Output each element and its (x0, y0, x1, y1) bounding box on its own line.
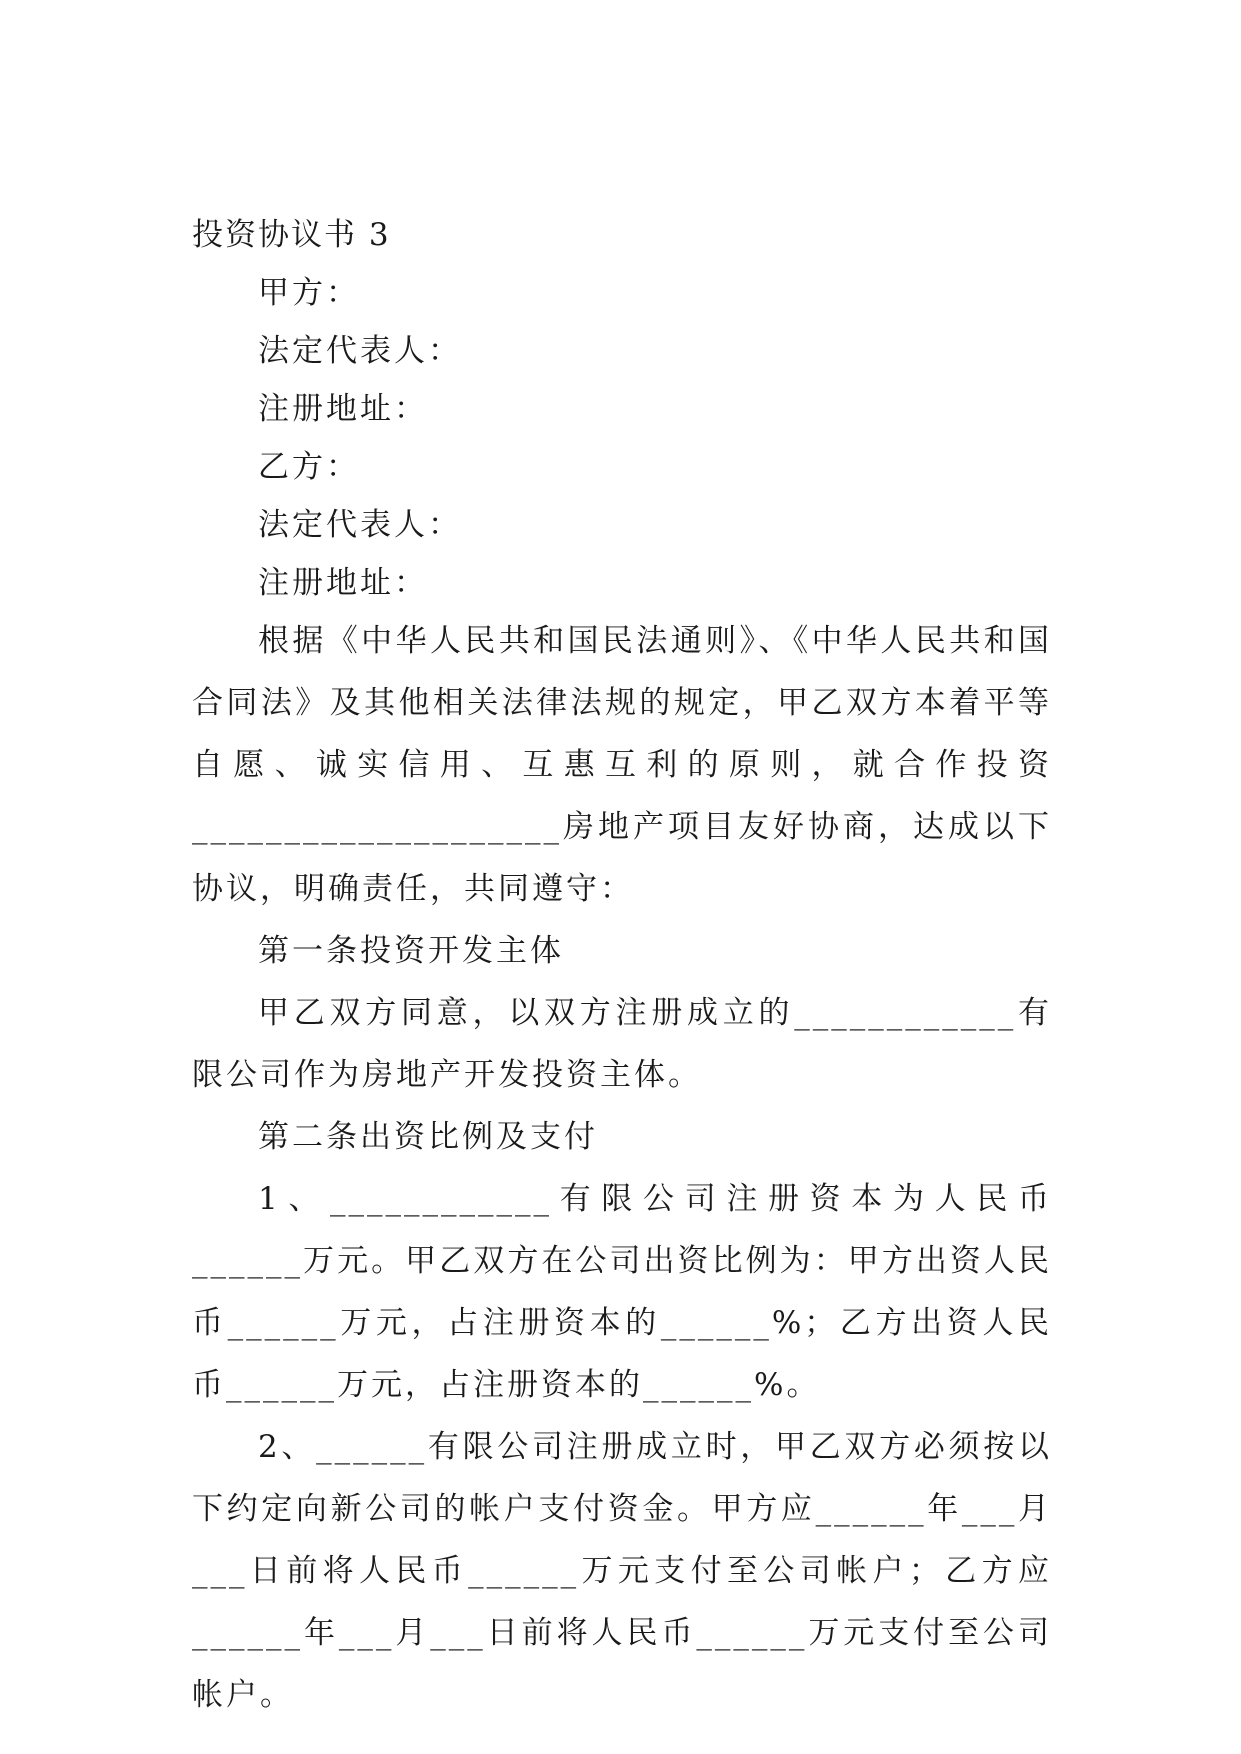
party-a-label: 甲方： (258, 275, 360, 311)
article-1-paragraph: 甲乙双方同意，以双方注册成立的____________有限公司作为房地产开发投资主体。 (192, 995, 1052, 1093)
party-b-representative: 法定代表人： (258, 507, 462, 543)
article-2-clause-1: 1、____________有限公司注册资本为人民币______万元。甲乙双方在公司出资比例为：甲方出资人民币______万元，占注册资本的______%；乙方出资人民币______万元，占注册资本的______%。 (192, 1181, 1052, 1403)
article-1-heading: 第一条投资开发主体 (258, 933, 564, 969)
article-2-clause-2: 2、______有限公司注册成立时，甲乙双方必须按以下约定向新公司的帐户支付资金。甲方应______年___月___日前将人民币______万元支付至公司帐户；乙方应______年___月___日前将人民币______万元支付至公司帐户。 (192, 1429, 1052, 1713)
article-2-heading: 第二条出资比例及支付 (258, 1119, 598, 1155)
party-a-address: 注册地址： (258, 391, 428, 427)
document-title: 投资协议书 3 (192, 217, 391, 253)
party-b-address: 注册地址： (258, 565, 428, 601)
party-b-label: 乙方： (258, 449, 360, 485)
document-page (192, 216, 1052, 1726)
party-a-representative: 法定代表人： (258, 333, 462, 369)
intro-paragraph: 根据《中华人民共和国民法通则》、《中华人民共和国合同法》及其他相关法律法规的规定，甲乙双方本着平等自愿、诚实信用、互惠互利的原则，就合作投资____________________房地产项目友好协商，达成以下协议，明确责任，共同遵守： (192, 623, 1052, 907)
